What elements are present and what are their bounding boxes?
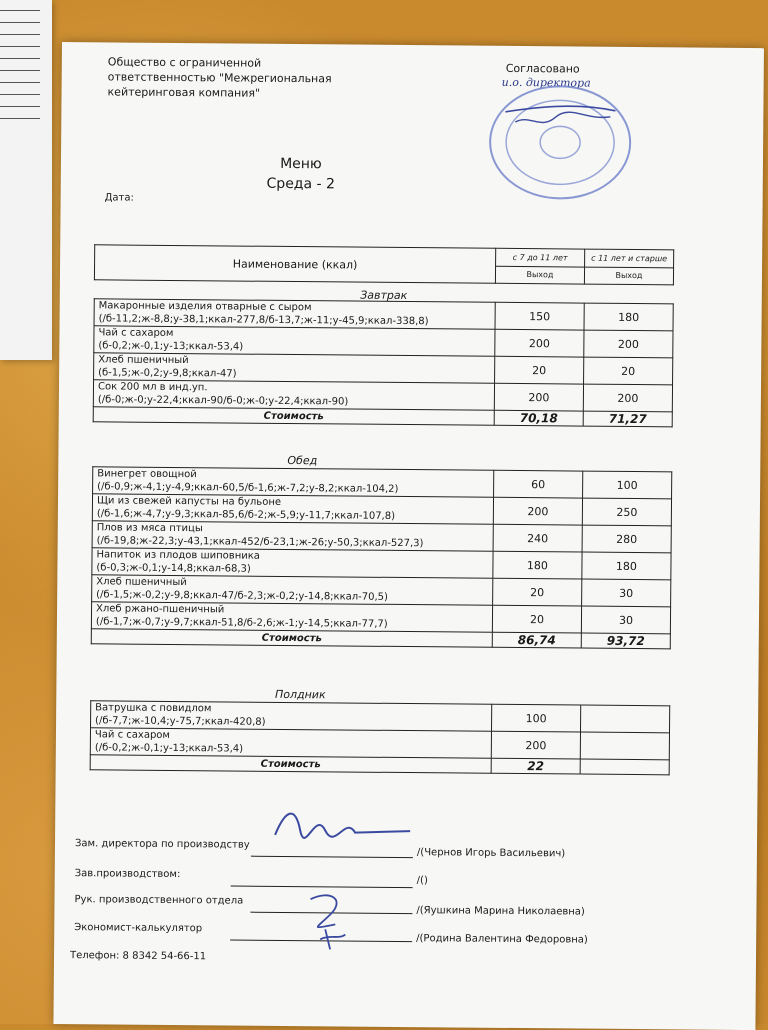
cost-label: Стоимость — [90, 755, 491, 773]
approval-handwriting: и.о. директора — [501, 75, 591, 90]
output-value: 240 — [493, 524, 582, 552]
output-2-header: Выход — [584, 267, 673, 285]
dish-cell — [90, 728, 491, 758]
table-row — [92, 575, 671, 607]
cost-label: Стоимость — [91, 629, 492, 647]
dish-nutrition: (б-0,3;ж-0,1;у-14,8;ккал-68,3) — [96, 562, 251, 575]
dish-nutrition: (б-0,2;ж-0,1;у-13;ккал-53,4) — [98, 340, 244, 353]
dish-name: Плов из мяса птицы — [96, 522, 203, 535]
dish-name: Винегрет овощной — [97, 468, 197, 481]
signature-line — [251, 856, 413, 858]
dish-name: Хлеб пшеничный — [96, 576, 187, 589]
cost-value: 86,74 — [492, 632, 581, 648]
signature-name: /(Яушкина Марина Николаевна) — [416, 905, 585, 918]
table-row — [94, 326, 673, 358]
output-value: 250 — [582, 498, 671, 526]
output-value: 180 — [582, 552, 671, 580]
table-row — [91, 602, 670, 634]
dish-name: Ватрушка с повидлом — [95, 702, 212, 715]
output-value: 30 — [581, 606, 670, 634]
table-row — [92, 521, 671, 553]
signature-scribble-icon — [265, 800, 415, 851]
dish-nutrition: (/б-7,7;ж-10,4;у-75,7;ккал-420,8) — [95, 715, 266, 728]
table-row — [91, 701, 670, 733]
day-title: Среда - 2 — [266, 175, 336, 193]
output-value: 180 — [584, 303, 673, 331]
section-title-lunch: Обед — [287, 453, 318, 468]
section-title-snack: Полдник — [274, 687, 326, 702]
output-value: 20 — [495, 356, 584, 384]
dish-cell — [91, 701, 492, 731]
output-value: 280 — [582, 525, 671, 553]
date-label: Дата: — [104, 192, 134, 204]
signature-name: /() — [416, 875, 428, 887]
output-value: 200 — [493, 497, 582, 525]
menu-document — [53, 42, 764, 1030]
dish-cell — [91, 602, 492, 632]
signature-role: Зам. директора по производству — [74, 838, 250, 851]
dish-cell — [94, 326, 495, 356]
dish-nutrition: (/б-1,6;ж-4,7;у-9,3;ккал-85,6/б-2;ж-5,9;у-11,7;ккал-107,8) — [96, 508, 396, 522]
age-group-2-header: с 11 лет и старше — [585, 249, 674, 267]
dish-name: Сок 200 мл в инд.уп. — [97, 381, 208, 394]
output-value: 200 — [584, 330, 673, 358]
phone-number: Телефон: 8 8342 54-66-11 — [69, 950, 207, 963]
breakfast-table — [93, 298, 674, 427]
cost-value: 93,72 — [581, 633, 670, 649]
output-value: 20 — [584, 357, 673, 385]
table-row — [92, 494, 671, 526]
dish-nutrition: (/б-0;ж-0;у-22,4;ккал-90/б-0;ж-0;у-22,4;ккал-90) — [97, 394, 349, 408]
table-row — [92, 548, 671, 580]
dish-cell — [92, 521, 493, 551]
dish-name: Хлеб ржано-пшеничный — [96, 603, 225, 616]
signature-scribble-icon — [290, 884, 371, 955]
signature-role: Экономист-калькулятор — [74, 922, 203, 935]
org-line: Общество с ограниченной — [107, 55, 262, 70]
name-column-header: Наименование (ккал) — [94, 245, 495, 283]
dish-nutrition: (/б-11,2;ж-8,8;у-38,1;ккал-277,8/б-13,7;ж-11;у-45,9;ккал-338,8) — [98, 313, 429, 328]
dish-name: Щи из свежей капусты на бульоне — [96, 495, 282, 508]
table-row — [90, 728, 669, 760]
cost-value: 22 — [491, 758, 580, 774]
dish-name: Напиток из плодов шиповника — [96, 549, 260, 562]
dish-cell — [92, 548, 493, 578]
output-value: 150 — [495, 302, 584, 330]
menu-title: Меню — [280, 155, 322, 173]
output-value: 30 — [582, 579, 671, 607]
output-value: 200 — [491, 731, 580, 759]
org-line: ответственностью "Межрегиональная — [107, 70, 332, 86]
organization-name — [108, 54, 332, 101]
dish-nutrition: (/б-1,5;ж-0,2;у-9,8;ккал-47/б-2,3;ж-0,2;у-14,8;ккал-70,5) — [96, 589, 389, 603]
signature-name: /(Чернов Игорь Васильевич) — [416, 847, 566, 860]
table-row — [94, 299, 673, 331]
lunch-table — [91, 466, 673, 649]
output-value: 20 — [493, 578, 582, 606]
signature-role: Зав.производством: — [74, 868, 181, 881]
dish-name: Чай с сахаром — [94, 729, 171, 741]
output-value — [580, 732, 669, 760]
org-line: кейтеринговая компания" — [107, 85, 261, 100]
background-paper — [0, 0, 52, 360]
dish-cell — [93, 380, 494, 410]
dish-name: Хлеб пшеничный — [98, 354, 189, 367]
output-value: 100 — [492, 704, 581, 732]
cost-value — [580, 759, 669, 775]
dish-name: Макаронные изделия отварные с сыром — [98, 300, 312, 314]
output-value: 180 — [493, 551, 582, 579]
dish-cell — [93, 467, 494, 497]
cost-value: 70,18 — [494, 410, 583, 426]
output-value: 200 — [494, 383, 583, 411]
approval-label: Согласовано — [505, 61, 580, 76]
age-group-1-header: с 7 до 11 лет — [496, 248, 585, 266]
output-1-header: Выход — [495, 266, 584, 284]
menu-header-table — [94, 244, 674, 285]
output-value: 20 — [492, 605, 581, 633]
dish-nutrition: (/б-19,8;ж-22,3;у-43,1;ккал-452/б-23,1;ж-26;у-50,3;ккал-527,3) — [96, 535, 424, 550]
dish-cell — [94, 353, 495, 383]
signature-name: /(Родина Валентина Федоровна) — [416, 933, 588, 946]
table-row — [93, 467, 672, 499]
table-row — [94, 353, 673, 385]
dish-nutrition: (б-1,5;ж-0,2;у-9,8;ккал-47) — [98, 367, 237, 380]
output-value: 200 — [583, 384, 672, 412]
snack-table — [90, 700, 671, 775]
dish-nutrition: (/б-1,7;ж-0,7;у-9,7;ккал-51,8/б-2,6;ж-1;у-14,5;ккал-77,7) — [95, 616, 388, 630]
output-value — [580, 705, 669, 733]
signature-role: Рук. производственного отдела — [74, 894, 244, 907]
dish-name: Чай с сахаром — [98, 327, 174, 339]
cost-label: Стоимость — [93, 407, 494, 425]
dish-cell — [92, 494, 493, 524]
dish-cell — [94, 299, 495, 329]
dish-nutrition: (/б-0,9;ж-4,1;у-4,9;ккал-60,5/б-1,6;ж-7,2;у-8,2;ккал-104,2) — [97, 481, 399, 495]
section-title-breakfast: Завтрак — [360, 288, 408, 303]
cost-value: 71,27 — [583, 411, 672, 427]
output-value: 100 — [583, 471, 672, 499]
table-row — [93, 380, 672, 412]
output-value: 200 — [495, 329, 584, 357]
dish-nutrition: (/б-0,2;ж-0,1;у-13;ккал-53,4) — [94, 742, 244, 755]
dish-cell — [92, 575, 493, 605]
output-value: 60 — [494, 470, 583, 498]
